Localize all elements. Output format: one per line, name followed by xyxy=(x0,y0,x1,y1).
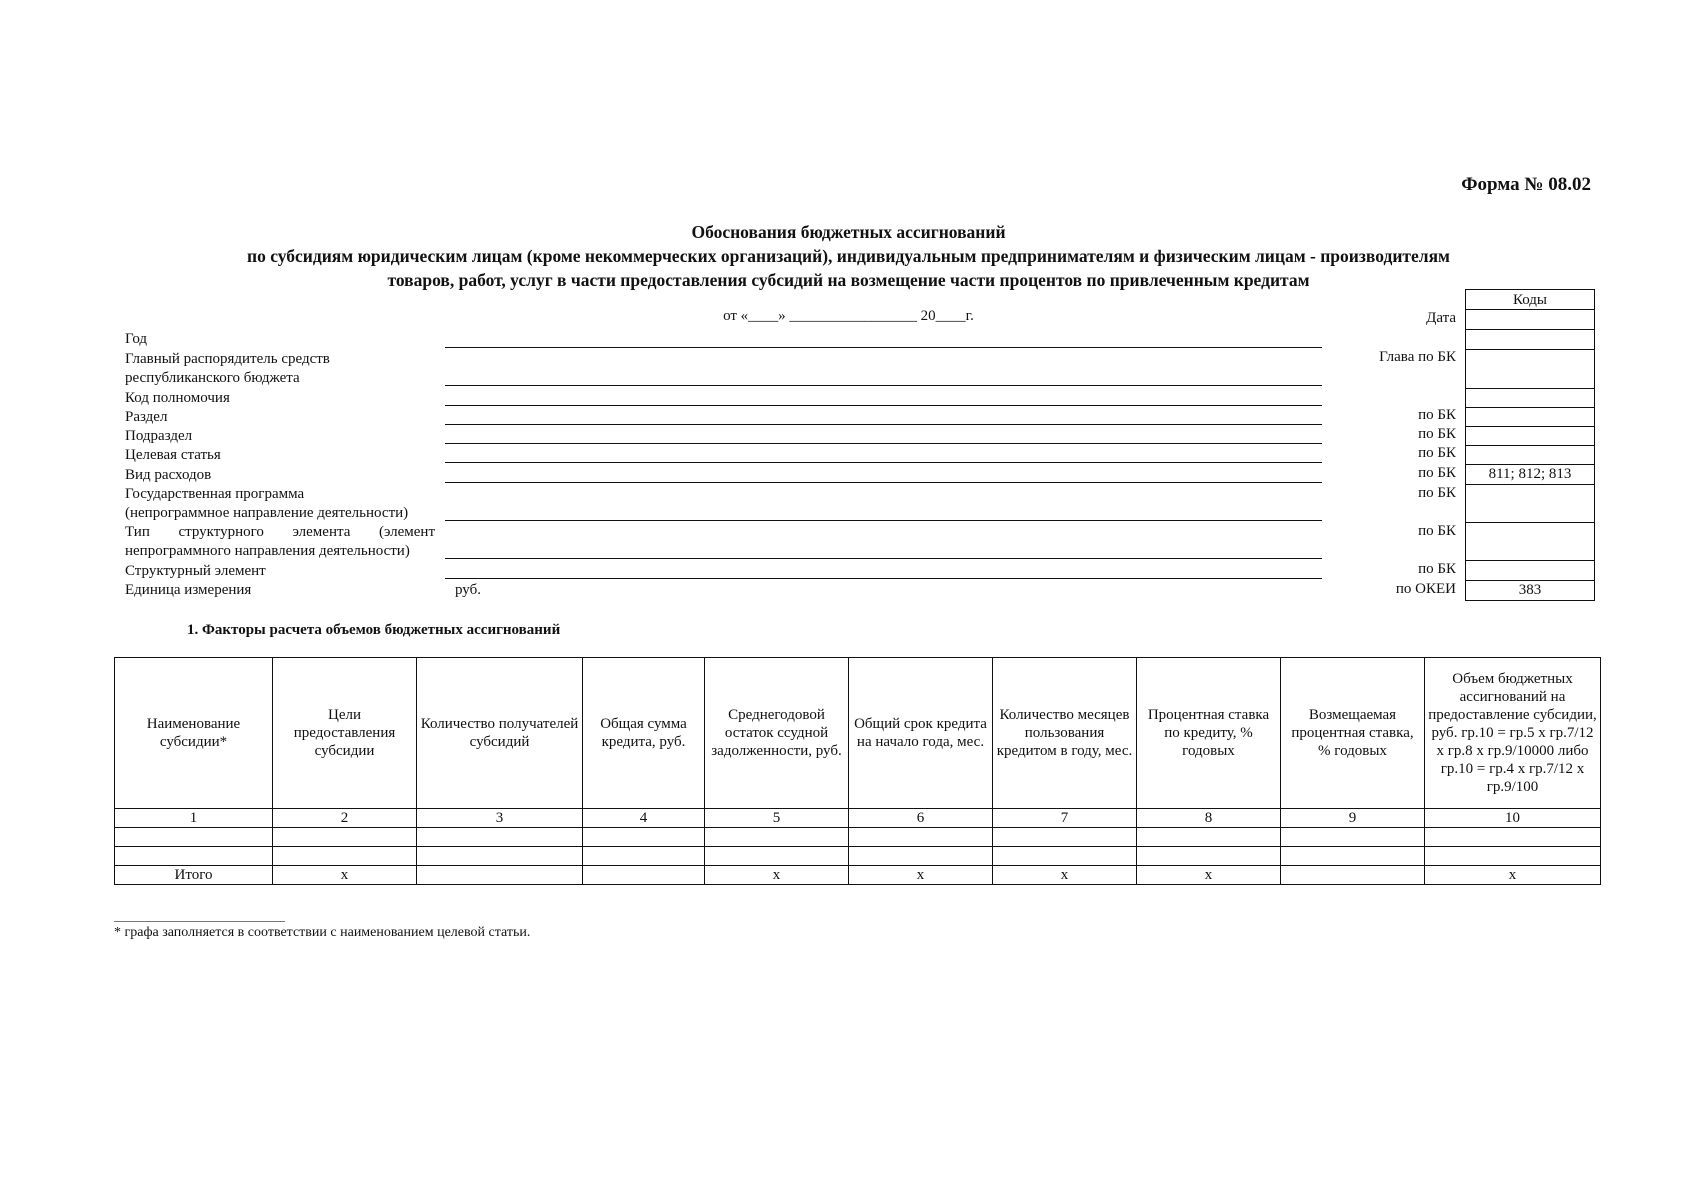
total-cell: x xyxy=(849,866,993,885)
subsection-line[interactable] xyxy=(445,443,1322,444)
col-header: Процентная ставка по кредиту, % годовых xyxy=(1137,658,1281,809)
title-line-1: Обоснования бюджетных ассигнований xyxy=(691,222,1006,242)
table-cell[interactable] xyxy=(1137,828,1281,847)
main-manager-line[interactable] xyxy=(445,385,1322,386)
table-cell[interactable] xyxy=(583,828,705,847)
target-article-line[interactable] xyxy=(445,462,1322,463)
total-cell: x xyxy=(1425,866,1601,885)
total-label: Итого xyxy=(115,866,273,885)
program-bk-label: по БК xyxy=(1418,485,1456,501)
form-number: Форма № 08.02 xyxy=(1461,174,1591,195)
target-article-bk-label: по БК xyxy=(1418,445,1456,461)
col-number: 6 xyxy=(849,809,993,828)
section-line[interactable] xyxy=(445,424,1322,425)
date-line: от «____» _________________ 20____г. xyxy=(723,308,974,324)
label-program-1: Государственная программа xyxy=(125,486,305,502)
col-header: Наименование субсидии* xyxy=(115,658,273,809)
expense-type-line[interactable] xyxy=(445,482,1322,483)
table-row xyxy=(115,828,1601,847)
total-cell: x xyxy=(705,866,849,885)
table-cell[interactable] xyxy=(115,828,273,847)
col-number: 2 xyxy=(273,809,417,828)
col-number: 1 xyxy=(115,809,273,828)
table-row xyxy=(115,847,1601,866)
total-cell: x xyxy=(273,866,417,885)
table-cell[interactable] xyxy=(417,828,583,847)
code-target-article[interactable] xyxy=(1465,445,1595,465)
table-cell[interactable] xyxy=(115,847,273,866)
col-number: 8 xyxy=(1137,809,1281,828)
code-expense-type: 811; 812; 813 xyxy=(1465,464,1595,485)
total-cell[interactable] xyxy=(583,866,705,885)
label-target-article: Целевая статья xyxy=(125,447,221,463)
struct-type-line[interactable] xyxy=(445,558,1322,559)
total-cell: x xyxy=(1137,866,1281,885)
total-row xyxy=(115,866,1601,885)
code-subsection[interactable] xyxy=(1465,426,1595,446)
table-cell[interactable] xyxy=(583,847,705,866)
col-header: Количество месяцев пользования кредитом в году, мес. xyxy=(993,658,1137,809)
table-cell[interactable] xyxy=(993,828,1137,847)
col-header: Объем бюджетных ассигнований на предоставление субсидии, руб. гр.10 = гр.5 x гр.7/12 x гр.8 x гр.9/10000 либо гр.10 = гр.4 x гр.7/12 x гр.9/100 xyxy=(1425,658,1601,809)
label-main-manager-2: республиканского бюджета xyxy=(125,370,300,386)
table-cell[interactable] xyxy=(273,828,417,847)
table-cell[interactable] xyxy=(1425,828,1601,847)
struct-element-bk-label: по БК xyxy=(1418,561,1456,577)
table-header-row xyxy=(115,658,1601,809)
col-header: Общий срок кредита на начало года, мес. xyxy=(849,658,993,809)
label-year: Год xyxy=(125,331,148,347)
label-main-manager-1: Главный распорядитель средств xyxy=(125,351,330,367)
col-header: Цели предоставления субсидии xyxy=(273,658,417,809)
struct-element-line[interactable] xyxy=(445,578,1322,579)
code-program[interactable] xyxy=(1465,484,1595,523)
code-year[interactable] xyxy=(1465,329,1595,350)
program-line[interactable] xyxy=(445,520,1322,521)
col-number: 9 xyxy=(1281,809,1425,828)
code-struct-type[interactable] xyxy=(1465,522,1595,561)
date-label: Дата xyxy=(1426,310,1456,326)
col-number: 4 xyxy=(583,809,705,828)
col-header: Среднегодовой остаток ссудной задолженности, руб. xyxy=(705,658,849,809)
code-authority[interactable] xyxy=(1465,388,1595,408)
col-number: 3 xyxy=(417,809,583,828)
col-number: 10 xyxy=(1425,809,1601,828)
section-title: 1. Факторы расчета объемов бюджетных ассигнований xyxy=(187,622,561,638)
factors-table xyxy=(114,657,1601,885)
table-cell[interactable] xyxy=(1137,847,1281,866)
year-line[interactable] xyxy=(445,347,1322,348)
table-cell[interactable] xyxy=(1281,828,1425,847)
struct-type-bk-label: по БК xyxy=(1418,523,1456,539)
code-struct-element[interactable] xyxy=(1465,560,1595,581)
section-bk-label: по БК xyxy=(1418,407,1456,423)
table-cell[interactable] xyxy=(993,847,1137,866)
label-struct-element: Структурный элемент xyxy=(125,563,266,579)
table-cell[interactable] xyxy=(705,828,849,847)
label-unit: Единица измерения xyxy=(125,582,252,598)
label-section: Раздел xyxy=(125,409,168,425)
table-cell[interactable] xyxy=(1425,847,1601,866)
total-cell[interactable] xyxy=(417,866,583,885)
table-cell[interactable] xyxy=(1281,847,1425,866)
subsection-bk-label: по БК xyxy=(1418,426,1456,442)
total-cell: x xyxy=(993,866,1137,885)
label-expense-type: Вид расходов xyxy=(125,467,212,483)
label-struct-type-2: непрограммного направления деятельности) xyxy=(125,543,410,559)
okei-label: по ОКЕИ xyxy=(1395,581,1456,597)
title-line-2: по субсидиям юридическим лицам (кроме некоммерческих организаций), индивидуальным предпринимателям и физическим лицам - производителям xyxy=(247,246,1450,266)
col-number: 5 xyxy=(705,809,849,828)
footnote: * графа заполняется в соответствии с наименованием целевой статьи. xyxy=(114,925,531,940)
code-chapter[interactable] xyxy=(1465,349,1595,389)
title-line-3: товаров, работ, услуг в части предоставления субсидий на возмещение части процентов по привлеченным кредитам xyxy=(387,270,1310,290)
expense-type-bk-label: по БК xyxy=(1418,465,1456,481)
column-number-row xyxy=(115,809,1601,828)
footnote-divider xyxy=(114,921,285,922)
table-cell[interactable] xyxy=(417,847,583,866)
codes-header: Коды xyxy=(1465,289,1595,310)
label-struct-type-1: Тип структурного элемента (элемент xyxy=(125,524,435,540)
col-header: Общая сумма кредита, руб. xyxy=(583,658,705,809)
label-authority-code: Код полномочия xyxy=(125,390,230,406)
unit-value: руб. xyxy=(455,582,481,598)
code-okei: 383 xyxy=(1465,580,1595,601)
col-header: Возмещаемая процентная ставка, % годовых xyxy=(1281,658,1425,809)
authority-code-line[interactable] xyxy=(445,405,1322,406)
code-section[interactable] xyxy=(1465,407,1595,427)
chapter-label: Глава по БК xyxy=(1379,349,1456,365)
label-program-2: (непрограммное направление деятельности) xyxy=(125,505,409,521)
total-cell[interactable] xyxy=(1281,866,1425,885)
label-subsection: Подраздел xyxy=(125,428,193,444)
table-cell[interactable] xyxy=(273,847,417,866)
col-header: Количество получателей субсидий xyxy=(417,658,583,809)
table-cell[interactable] xyxy=(849,828,993,847)
table-cell[interactable] xyxy=(705,847,849,866)
col-number: 7 xyxy=(993,809,1137,828)
table-cell[interactable] xyxy=(849,847,993,866)
